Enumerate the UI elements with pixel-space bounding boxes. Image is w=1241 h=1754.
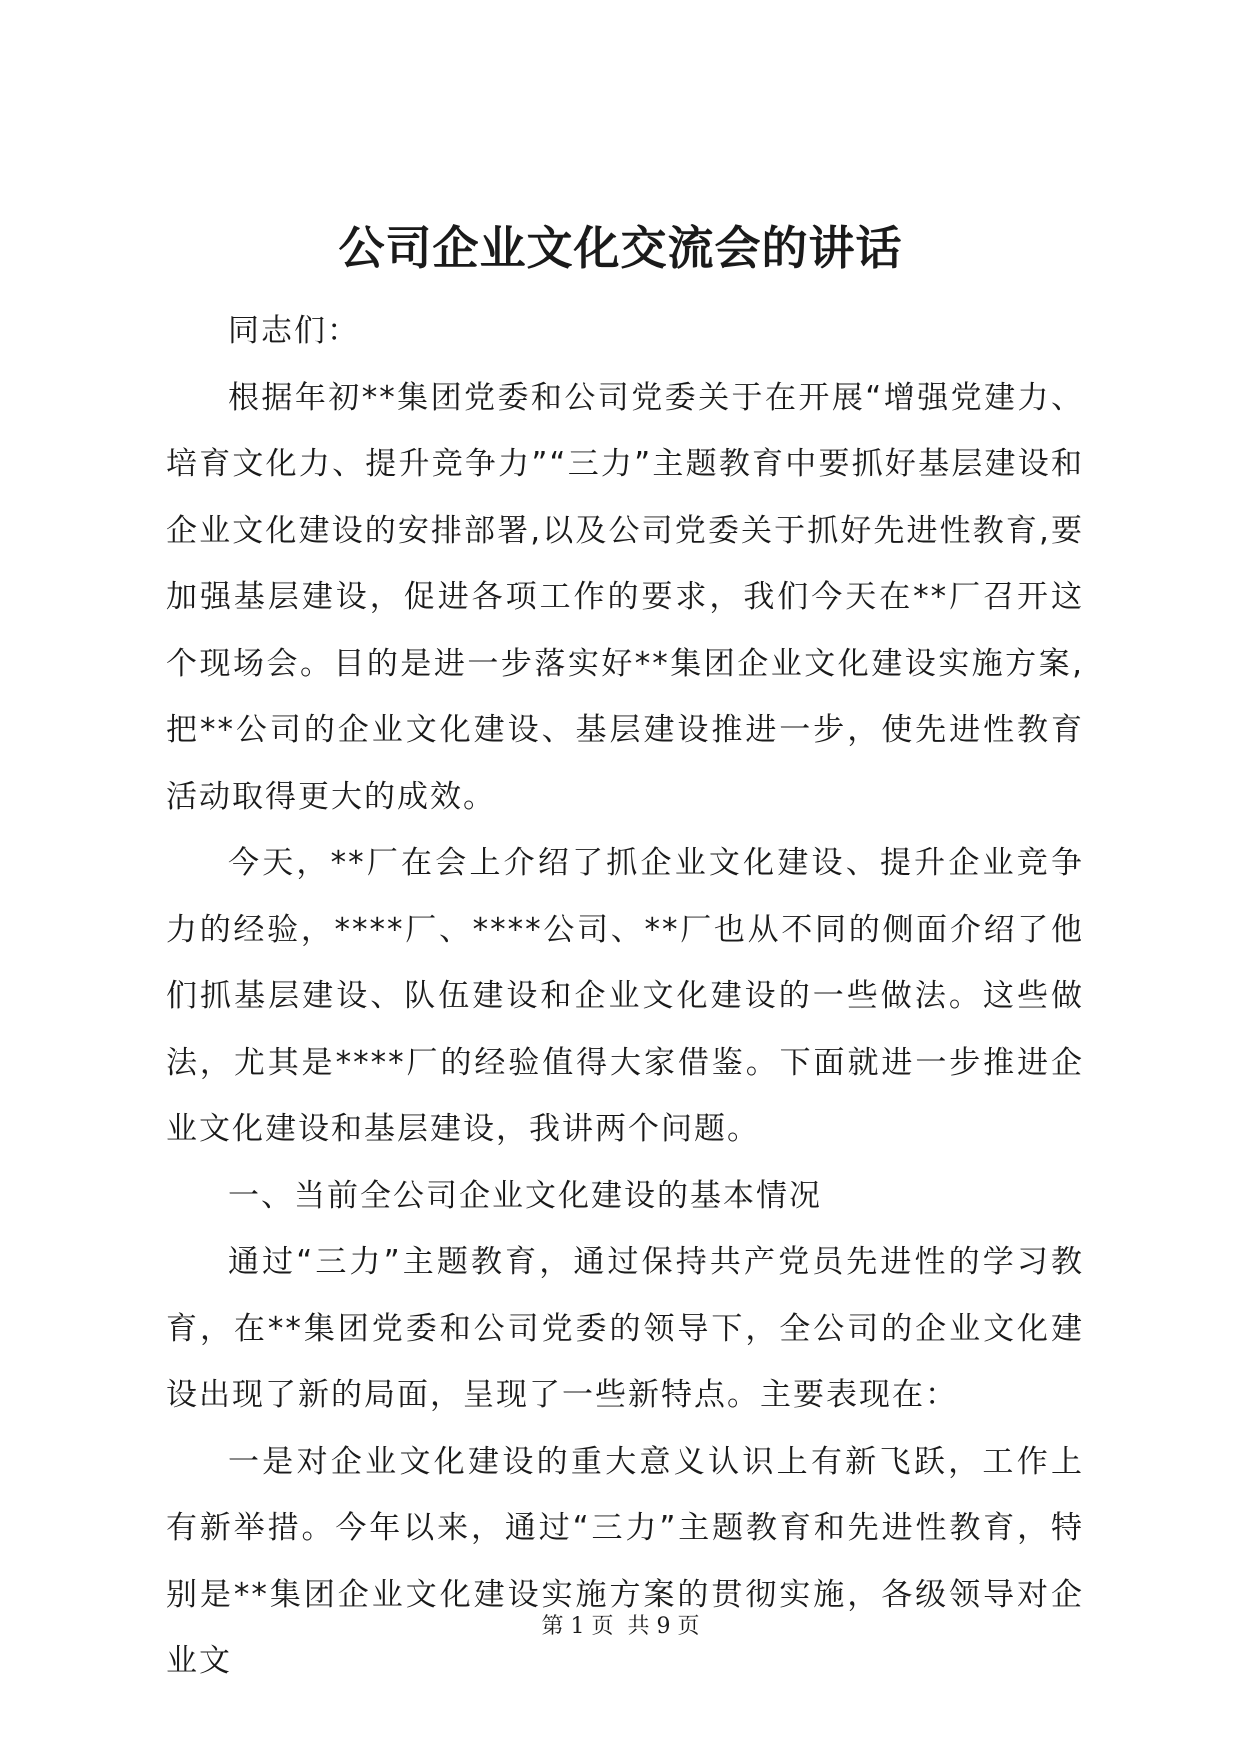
document-title: 公司企业文化交流会的讲话 [338, 221, 903, 275]
paragraph-4: 一是对企业文化建设的重大意义认识上有新飞跃，工作上有新举措。今年以来，通过“三力”主题教育和先进性教育，特别是**集团企业文化建设实施方案的贯彻实施，各级领导对企业文 [166, 1443, 1084, 1679]
section-heading-1: 一、当前全公司企业文化建设的基本情况 [228, 1177, 822, 1214]
paragraph-3: 通过“三力”主题教育，通过保持共产党员先进性的学习教育，在**集团党委和公司党委的领导下，全公司的企业文化建设出现了新的局面，呈现了一些新特点。主要表现在： [166, 1244, 1084, 1413]
page-footer [0, 1612, 1241, 1642]
paragraph-1: 根据年初**集团党委和公司党委关于在开展“增强党建力、培育文化力、提升竞争力”“三力”主题教育中要抓好基层建设和企业文化建设的安排部署,以及公司党委关于抓好先进性教育,要加强基层建设，促进各项工作的要求，我们今天在**厂召开这个现场会。目的是进一步落实好**集团企业文化建设实施方案,把**公司的企业文化建设、基层建设推进一步，使先进性教育活动取得更大的成效。 [166, 379, 1084, 815]
document-body [166, 298, 1084, 1695]
paragraph-salutation: 同志们： [228, 313, 360, 349]
paragraph-2: 今天，**厂在会上介绍了抓企业文化建设、提升企业竞争力的经验，****厂、****公司、**厂也从不同的侧面介绍了他们抓基层建设、队伍建设和企业文化建设的一些做法。这些做法，尤其是****厂的经验值得大家借鉴。下面就进一步推进企业文化建设和基层建设，我讲两个问题。 [166, 845, 1084, 1147]
page-number: 第 1 页 共 9 页 [541, 1614, 700, 1639]
